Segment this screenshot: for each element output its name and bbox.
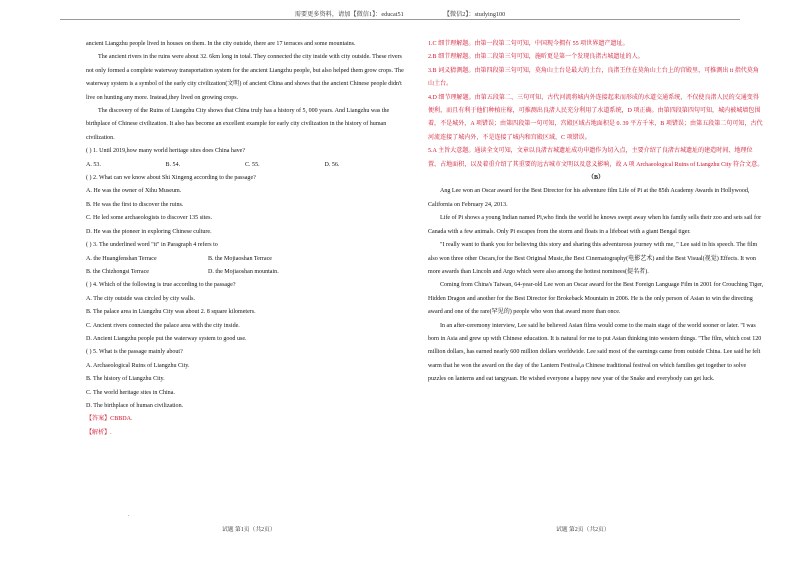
header-left: 需要更多资料，请加【微信1】：educat51 bbox=[294, 11, 404, 18]
passage-paragraph: The discovery of the Ruins of Liangzhu City shows that China truly has a history of 5, 000 years. And Liangzhu was the birthplace of Chinese civilization. It also has become an excellent example for early city civilization in the history of human civilization. bbox=[86, 108, 390, 141]
explanation: 4.D 细节理解题。由第五段第二、三句可知，古代河流将城内外连接起来而形成的水道交通系统，不仅使良渚人民的交通变得便利，而且有利于他们种植庄稼，可推测出良渚人民充分利用了水道系统，D 项正确。由第四段第四句可知，城内被城墙包围着，不是城外，A 项错误；由第四段第一句可知，宫殿区域占地面积是 0. 39 平方千米，B 项错误；由第五段第二句可知，古代河流连接了城内外，不是连接了城内和宫殿区域，C 项错误。 bbox=[428, 94, 763, 141]
answer-key: 【答案】CBBDA. bbox=[86, 416, 133, 423]
option: A. The city outside was circled by city walls. bbox=[86, 295, 196, 302]
page-footer-right: 试题 第2页（共2页） bbox=[556, 527, 610, 533]
option: D. 56. bbox=[324, 161, 340, 168]
header-divider bbox=[60, 19, 740, 20]
option: B. He was the first to discover the ruins. bbox=[86, 201, 184, 208]
option: C. The world heritage sites in China. bbox=[86, 389, 175, 396]
analysis-label: 【解析】. bbox=[86, 429, 112, 436]
question-1: ( ) 1. Until 2019,how many world heritage sites does China have? bbox=[86, 148, 246, 155]
option: B. The palace area in Liangzhu City was about 2. 8 square kilometers. bbox=[86, 309, 256, 316]
passage-paragraph: Coming from China's Taiwan, 64-year-old Lee won an Oscar award for the Best Foreign Language Film in 2001 for Crouching Tiger, Hidden Dragon and another for the Best Director for Brokeback Mountain in 2006. He is the only person of Asian to win the directing award and one of the rare(罕见的) people who won that award more than once. bbox=[428, 282, 764, 316]
option: C. 55. bbox=[245, 161, 260, 168]
option: A. He was the owner of Xihu Museum. bbox=[86, 188, 182, 195]
option: A. the Huangfenshan Terrace bbox=[86, 255, 157, 262]
option: B. The history of Liangzhu City. bbox=[86, 376, 165, 383]
left-column bbox=[86, 38, 404, 440]
question-2: ( ) 2. What can we know about Shi Xingeng according to the passage? bbox=[86, 175, 256, 182]
option: D. Ancient Liangzhu people put the waterway system to good use. bbox=[86, 335, 247, 342]
question-3: ( ) 3. The underlined word "it" in Paragraph 4 refers to bbox=[86, 242, 218, 249]
passage-paragraph: Life of Pi shows a young Indian named Pi,who finds the world he knows swept away when his family sells their zoo and sets sail for Canada with a few animals. Only Pi escapes from the storm and floats in a lifeboat with a giant Bengal tiger. bbox=[428, 215, 762, 235]
explanation: 5.A 主旨大意题。通读全文可知，文章以良渚古城遗址成功申遗作为切入点，主要介绍了良渚古城遗址的建造时间、地理位置、占地面积，以及着重介绍了其重要的远古城市文明以及意义影响，故 A 项 Archaeological Ruins of Liangzhu City 符合文意。 bbox=[428, 148, 764, 168]
explanation: 1.C 细节理解题。由第一段第二句可知，中国现今拥有 55 项世界遗产遗址。 bbox=[428, 41, 629, 47]
section-title: （B） bbox=[587, 175, 605, 182]
explanation: 2.B 细节理解题。由第二段第三句可知，施昕更是第一个发现良渚古城遗址的人。 bbox=[428, 54, 644, 61]
question-1-options bbox=[86, 159, 404, 172]
option: D. The birthplace of human civilization. bbox=[86, 402, 184, 409]
page-header bbox=[0, 9, 800, 18]
question-4: ( ) 4. Which of the following is true according to the passage? bbox=[86, 282, 236, 289]
question-5: ( ) 5. What is the passage mainly about? bbox=[86, 349, 183, 356]
passage-paragraph: The ancient rivers in the ruins were about 32. 6km long in total. They connected the city inside with city outside. These rivers not only formed a complete waterway transportation system for the ancient Liangzhu people, but also helped them grow crops. The waterway system is a symbol of the early city civilization(文明) of ancient China and shows that the ancient Chinese people didn't live on hunting any more. Instead,they lived on growing crops. bbox=[86, 54, 404, 101]
question-3-options-row bbox=[86, 253, 404, 266]
explanation: 3.B 词义猜测题。由第四段第三句可知，莫角山土台是最大的土台，良渚王住在莫角山土台上的宫殿里，可推测出 it 指代莫角山土台。 bbox=[428, 67, 759, 88]
option: B. 54. bbox=[165, 161, 181, 168]
option: D. He was the pioneer in exploring Chinese culture. bbox=[86, 228, 212, 235]
header-right: 【微信2】：studying100 bbox=[443, 11, 506, 18]
option: A. 53. bbox=[86, 161, 101, 168]
stray-dot: . bbox=[128, 512, 130, 518]
question-3-options-row bbox=[86, 266, 404, 279]
passage-paragraph: "I really want to thank you for believing this story and sharing this adventurous journey with me, " Lee said in his speech. The film also won three other Oscars,for the Best Original Music,the Best Cinematography(电影艺术) and the Best Visual(视觉) Effects. It won more awards than Lincoln and Argo which were also among the hottest nominees(提名者). bbox=[428, 242, 758, 275]
option: C. He led some archaeologists to discover 135 sites. bbox=[86, 215, 212, 222]
option: B. the Mojiaoshan Terrace bbox=[208, 255, 272, 262]
passage-paragraph: Ang Lee won an Oscar award for the Best Director for his adventure film Life of Pi at the 85th Academy Awards in Hollywood, California on February 24, 2013. bbox=[428, 188, 750, 208]
page-footer-left: 试题 第1页（共2页） bbox=[222, 527, 276, 533]
option: B. the Chizhongsi Terrace bbox=[86, 268, 149, 275]
passage-paragraph: ancient Liangzhu people lived in houses on them. In the city outside, there are 17 terraces and some mountains. bbox=[86, 41, 356, 47]
right-column bbox=[428, 38, 764, 387]
option: C. Ancient rivers connected the palace area with the city inside. bbox=[86, 322, 240, 329]
option: D. the Mojiaoshan mountain. bbox=[208, 268, 279, 275]
option: A. Archaeological Ruins of Liangzhu City. bbox=[86, 362, 190, 369]
passage-paragraph: In an after-ceremony interview, Lee said he believed Asian films would come to the main stage of the world sooner or later. "I was born in Asia and grew up with Chinese education. It is natural for me to put Asian thinking into western things. "The film, which cost 120 million dollars, has earned nearly 600 million dollars worldwide. Lee said most of the earnings came from outside China. Lee said he felt warm that he won the award on the day of the Lantern Festival,a Chinese traditional festival on which families get together to solve puzzles on lanterns and eat tangyuan. He wished everyone a happy new year of the Snake and everybody can get luck. bbox=[428, 322, 762, 383]
